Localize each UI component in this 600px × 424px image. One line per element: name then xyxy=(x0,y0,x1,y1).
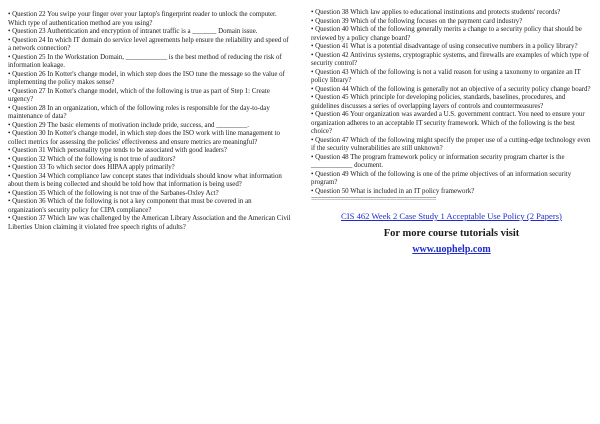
question-item: • Question 48 The program framework policy or information security program charter is the ____________ document. xyxy=(311,153,565,169)
question-item: • Question 29 The basic elements of motivation include pride, success, and _________. xyxy=(8,121,249,129)
question-item: • Question 33 To which sector does HIPAA apply primarily? xyxy=(8,164,175,171)
question-item: • Question 36 Which of the following is not a key component that must be covered in an organization's security policy for CIPA compliance? xyxy=(8,198,252,214)
question-item: • Question 47 Which of the following might specify the proper use of a cutting-edge technology even if the security vulnerabilities are still unknown? xyxy=(311,136,591,152)
question-item: • Question 49 Which of the following is one of the prime objectives of an information security program? xyxy=(311,170,572,186)
right-question-list xyxy=(311,9,592,196)
question-item: • Question 28 In an organization, which of the following roles is responsible for the day-to-day maintenance of data? xyxy=(8,104,270,120)
question-item: • Question 50 What is included in an IT policy framework? xyxy=(311,187,475,195)
question-item: • Question 23 Authentication and encryption of intranet traffic is a _______ Domain issue. xyxy=(8,28,258,35)
question-item: • Question 22 You swipe your finger over your laptop's fingerprint reader to unlock the computer. Which type of authentication method are you using? xyxy=(8,11,277,27)
question-item: • Question 37 Which law was challenged by the American Library Association and the American Civil Liberties Union claiming it violated free speech rights of adults? xyxy=(8,215,291,231)
question-item: • Question 43 Which of the following is not a valid reason for using a taxonomy to organize an IT policy library? xyxy=(311,68,581,84)
site-link[interactable]: www.uophelp.com xyxy=(412,244,491,255)
question-item: • Question 32 Which of the following is not true of auditors? xyxy=(8,155,176,163)
left-column xyxy=(8,11,291,232)
question-item: • Question 41 What is a potential disadvantage of using consecutive numbers in a policy library? xyxy=(311,43,578,50)
question-item: • Question 45 Which principle for developing policies, standards, baselines, procedures, and guidelines discusses a series of overlapping layers of controls and countermeasures? xyxy=(311,94,566,110)
question-item: • Question 34 Which compliance law concept states that individuals should know what information about them is being collected and should be told how that information is being used? xyxy=(8,172,282,188)
question-item: • Question 39 Which of the following focuses on the payment card industry? xyxy=(311,17,523,25)
question-item: • Question 30 In Kotter's change model, in which step does the ISO work with line management to collect metrics for assessing the policies' effectiveness and ensure metrics are meaningful? xyxy=(8,130,280,146)
doc-link-container xyxy=(311,211,592,222)
question-item: • Question 24 In which IT domain do service level agreements help ensure the reliability and speed of a network connection? xyxy=(8,36,289,52)
question-item: • Question 46 Your organization was awarded a U.S. government contract. You need to ensure your organization adheres to an acceptable IT security framework. Which of the following is the best choice? xyxy=(311,111,585,135)
question-item: • Question 27 In Kotter's change model, which of the following is true as part of Step 1: Create urgency? xyxy=(8,87,270,103)
question-item: • Question 31 Which personality type tends to be associated with good leaders? xyxy=(8,147,227,154)
question-item: • Question 38 Which law applies to educational institutions and protects students' records? xyxy=(311,9,561,16)
right-column xyxy=(311,9,592,255)
question-item: • Question 40 Which of the following generally merits a change to a security policy that should be reviewed by a policy change board? xyxy=(311,26,582,42)
case-study-link[interactable]: CIS 462 Week 2 Case Study 1 Acceptable Use Policy (2 Papers) xyxy=(341,211,562,221)
question-item: • Question 44 Which of the following is generally not an objective of a security policy change board? xyxy=(311,85,591,93)
question-item: • Question 42 Antivirus systems, cryptographic systems, and firewalls are examples of which type of security control? xyxy=(311,51,589,67)
question-item: • Question 26 In Kotter's change model, in which step does the ISO tune the message so the value of implementing the policy makes sense? xyxy=(8,70,285,86)
separator-line: ====================================== xyxy=(311,197,436,203)
site-link-container xyxy=(311,246,592,255)
question-item: • Question 35 Which of the following is not true of the Sarbanes-Oxley Act? xyxy=(8,189,219,197)
more-tutorials-text: For more course tutorials visit xyxy=(383,227,520,239)
question-item: • Question 25 In the Workstation Domain, ____________ is the best method of reducing the risk of information leakage. xyxy=(8,53,282,69)
